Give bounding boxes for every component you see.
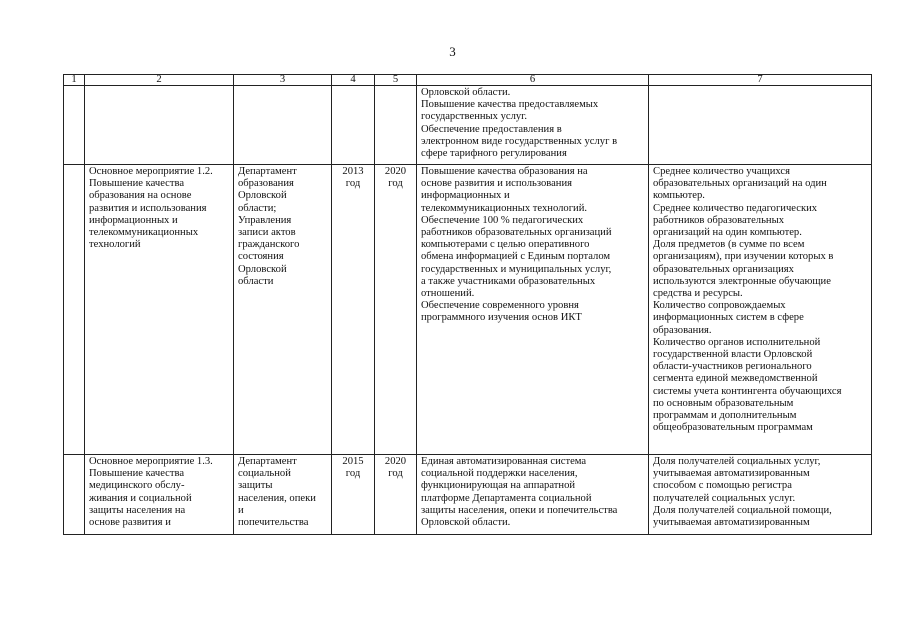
cell-line: получателей социальных услуг. xyxy=(653,492,796,504)
table-row xyxy=(64,455,872,535)
cell-line: программам и дополнительным xyxy=(653,410,797,422)
cell-line: основе развития и использования xyxy=(421,178,573,190)
cell-line: учитываемая автоматизированным xyxy=(653,468,810,480)
column-header: 7 xyxy=(649,75,872,86)
cell-line: по основным образовательным xyxy=(653,397,794,409)
measures-table xyxy=(63,74,872,535)
cell-line: защиты населения, опеки и попечительства xyxy=(421,504,618,516)
executor-cell xyxy=(234,86,332,165)
table-header-row xyxy=(64,75,872,86)
column-header: 1 xyxy=(64,75,85,86)
indicator-cell xyxy=(649,455,872,535)
indicator-cell xyxy=(649,165,872,455)
cell-line: Повышение качества предоставляемых xyxy=(421,99,599,111)
cell-line: Основное мероприятие 1.2. xyxy=(89,166,213,177)
cell-line: образования на основе xyxy=(89,190,192,202)
table-row xyxy=(64,86,872,165)
row-number-cell xyxy=(64,455,85,535)
cell-line: используются электронные обучающие xyxy=(653,275,831,287)
cell-line: функционирующая на аппаратной xyxy=(421,480,576,492)
cell-line: работников образовательных xyxy=(653,214,784,226)
cell-line: Количество сопровождаемых xyxy=(653,300,786,312)
cell-line: развития и использования xyxy=(89,202,207,214)
cell-line: защиты населения на xyxy=(89,504,186,516)
cell-line: образовательных организациях xyxy=(653,263,794,275)
cell-line: состояния xyxy=(238,251,284,263)
page-number: 3 xyxy=(449,44,456,59)
cell-line: области-участников регионального xyxy=(653,361,812,373)
cell-line: записи актов xyxy=(238,227,296,239)
row-number-cell xyxy=(64,86,85,165)
cell-line: Департамент xyxy=(238,166,297,177)
cell-line: средства и ресурсы. xyxy=(653,288,743,300)
start-year-cell xyxy=(332,86,375,165)
cell-line: Управления xyxy=(238,214,292,226)
cell-line: а также участниками образовательных xyxy=(421,275,596,287)
cell-line: технологий xyxy=(89,239,141,251)
cell-line: сегмента единой межведомственной xyxy=(653,373,818,385)
column-header: 6 xyxy=(417,75,649,86)
indicator-cell xyxy=(649,86,872,165)
cell-line: Департамент xyxy=(238,456,297,467)
column-header: 5 xyxy=(375,75,417,86)
cell-line: области xyxy=(238,275,274,287)
column-header: 4 xyxy=(332,75,375,86)
cell-line: Повышение качества образования на xyxy=(421,166,588,177)
cell-line: государственных и муниципальных услуг, xyxy=(421,263,612,275)
row-number-cell xyxy=(64,165,85,455)
end-year-cell: 2020 год xyxy=(375,455,417,535)
cell-line: образования. xyxy=(653,324,712,336)
cell-line: информационных и xyxy=(421,190,510,202)
cell-line: организациям), при изучении которых в xyxy=(653,251,834,263)
cell-line: Обеспечение современного уровня xyxy=(421,300,579,312)
cell-line: Единая автоматизированная система xyxy=(421,456,587,467)
cell-line: Количество органов исполнительной xyxy=(653,336,821,348)
cell-line: компьютерами с целью оперативного xyxy=(421,239,590,251)
cell-line: Повышение качества xyxy=(89,178,185,190)
end-year-cell: 2020 год xyxy=(375,165,417,455)
cell-line: Орловской области. xyxy=(421,87,511,98)
cell-line: способом с помощью регистра xyxy=(653,480,792,492)
executor-cell xyxy=(234,165,332,455)
cell-line: информационных и xyxy=(89,214,178,226)
measure-cell xyxy=(85,165,234,455)
cell-line: Обеспечение предоставления в xyxy=(421,123,562,135)
table-row xyxy=(64,165,872,455)
cell-line: области; xyxy=(238,202,277,214)
cell-line: Среднее количество учащихся xyxy=(653,166,790,177)
cell-line: населения, опеки xyxy=(238,492,316,504)
cell-line: гражданского xyxy=(238,239,300,251)
cell-line: работников образовательных организаций xyxy=(421,227,612,239)
result-cell xyxy=(417,86,649,165)
cell-line: медицинского обслу- xyxy=(89,480,185,492)
cell-line: Доля предметов (в сумме по всем xyxy=(653,239,805,251)
cell-line: платформе Департамента социальной xyxy=(421,492,592,504)
cell-line: общеобразовательным программам xyxy=(653,422,813,434)
cell-line: Орловской области. xyxy=(421,517,511,529)
cell-line: попечительства xyxy=(238,517,309,529)
cell-line: социальной xyxy=(238,468,291,480)
start-year-cell: 2015 год xyxy=(332,455,375,535)
cell-line: Основное мероприятие 1.3. xyxy=(89,456,213,467)
result-cell xyxy=(417,455,649,535)
start-year-cell: 2013 год xyxy=(332,165,375,455)
measure-cell xyxy=(85,86,234,165)
executor-cell xyxy=(234,455,332,535)
cell-line: образовательных организаций на один xyxy=(653,178,827,190)
cell-line: Орловской xyxy=(238,190,287,202)
column-header: 2 xyxy=(85,75,234,86)
cell-line: обмена информацией с Единым порталом xyxy=(421,251,611,263)
cell-line: организаций на один компьютер. xyxy=(653,227,802,239)
measure-cell xyxy=(85,455,234,535)
cell-line: государственных услуг. xyxy=(421,111,527,123)
cell-line: учитываемая автоматизированным xyxy=(653,517,810,529)
cell-line: государственной власти Орловской xyxy=(653,349,813,361)
cell-line: Доля получателей социальной помощи, xyxy=(653,504,832,516)
cell-line: Обеспечение 100 % педагогических xyxy=(421,214,584,226)
cell-line: Повышение качества xyxy=(89,468,185,480)
cell-line: и xyxy=(238,504,244,516)
cell-line: защиты xyxy=(238,480,273,492)
cell-line: Доля получателей социальных услуг, xyxy=(653,456,821,467)
cell-line: Среднее количество педагогических xyxy=(653,202,818,214)
cell-line: телекоммуникационных xyxy=(89,227,199,239)
cell-line: Орловской xyxy=(238,263,287,275)
result-cell xyxy=(417,165,649,455)
cell-line: системы учета контингента обучающихся xyxy=(653,385,842,397)
end-year-cell xyxy=(375,86,417,165)
cell-line: образования xyxy=(238,178,294,190)
column-header: 3 xyxy=(234,75,332,86)
cell-line: основе развития и xyxy=(89,517,171,529)
cell-line: электронном виде государственных услуг в xyxy=(421,135,618,147)
cell-line: сфере тарифного регулирования xyxy=(421,148,567,160)
cell-line: информационных систем в сфере xyxy=(653,312,804,324)
cell-line: живания и социальной xyxy=(89,492,192,504)
cell-line: телекоммуникационных технологий. xyxy=(421,202,588,214)
cell-line: социальной поддержки населения, xyxy=(421,468,578,480)
cell-line: программного изучения основ ИКТ xyxy=(421,312,582,324)
cell-line: компьютер. xyxy=(653,190,705,202)
cell-line: отношений. xyxy=(421,288,475,300)
